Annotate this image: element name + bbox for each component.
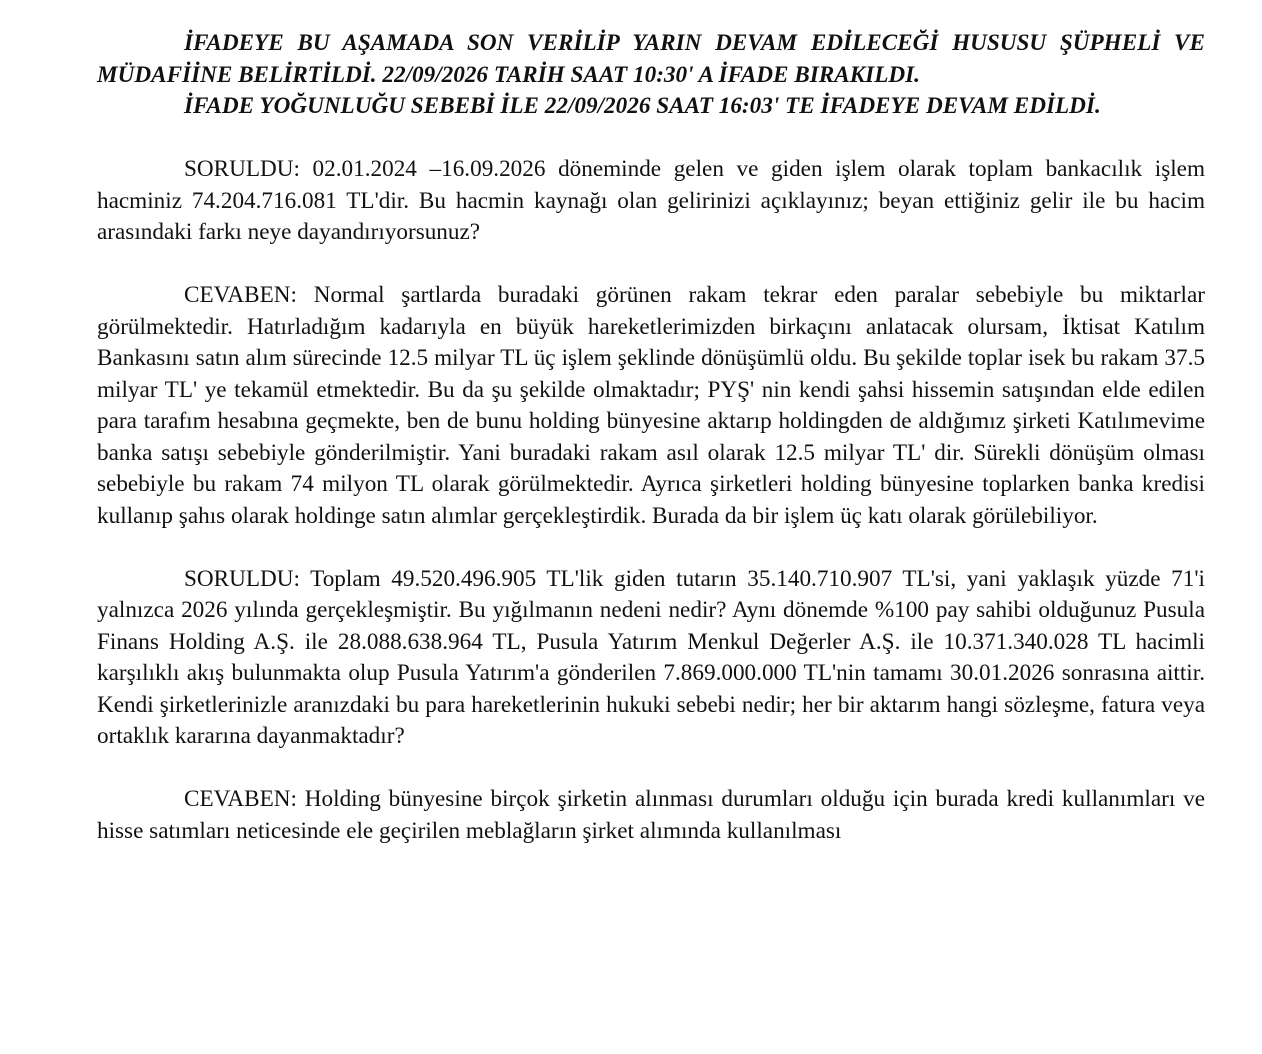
document-page bbox=[97, 28, 1205, 847]
statement-paused-note: İFADEYE BU AŞAMADA SON VERİLİP YARIN DEVAM EDİLECEĞİ HUSUSU ŞÜPHELİ VE MÜDAFİİNE BELİRTİLDİ. 22/09/2026 TARİH SAAT 10:30' A İFADE BIRAKILDI. bbox=[97, 30, 1205, 88]
answer-1: CEVABEN: Normal şartlarda buradaki görünen rakam tekrar eden paralar sebebiyle bu miktarlar görülmektedir. Hatırladığım kadarıyla en büyük hareketlerimizden birkaçını anlatacak olursam, İktisat Katılım Bankasını satın alım sürecinde 12.5 milyar TL üç işlem şeklinde dönüşümlü oldu. Bu şekilde toplar isek bu rakam 37.5 milyar TL' ye tekamül etmektedir. Bu da şu şekilde olmaktadır; PYŞ' nin kendi şahsi hissemin satışından elde edilen para tarafım hesabına geçmekte, ben de bunu holding bünyesine aktarıp holdingden de aldığımız şirketi Katılımevime banka satışı sebebiyle gönderilmiştir. Yani buradaki rakam asıl olarak 12.5 milyar TL' dir. Sürekli dönüşüm olması sebebiyle bu rakam 74 milyon TL olarak görülmektedir. Ayrıca şirketleri holding bünyesine toplarken banka kredisi kullanıp şahıs olarak holdinge satın alımlar gerçekleştirdik. Burada da bir işlem üç katı olarak görülebiliyor. bbox=[97, 282, 1205, 529]
statement-resumed-note: İFADE YOĞUNLUĞU SEBEBİ İLE 22/09/2026 SAAT 16:03' TE İFADEYE DEVAM EDİLDİ. bbox=[184, 93, 1101, 119]
question-1: SORULDU: 02.01.2024 –16.09.2026 döneminde gelen ve giden işlem olarak toplam bankacılık işlem hacminiz 74.204.716.081 TL'dir. Bu hacmin kaynağı olan gelirinizi açıklayınız; beyan ettiğiniz gelir ile bu hacim arasındaki farkı neye dayandırıyorsunuz? bbox=[97, 156, 1205, 245]
question-2: SORULDU: Toplam 49.520.496.905 TL'lik giden tutarın 35.140.710.907 TL'si, yani yaklaşık yüzde 71'i yalnızca 2026 yılında gerçekleşmiştir. Bu yığılmanın nedeni nedir? Aynı dönemde %100 pay sahibi olduğunuz Pusula Finans Holding A.Ş. ile 28.088.638.964 TL, Pusula Yatırım Menkul Değerler A.Ş. ile 10.371.340.028 TL hacimli karşılıklı akış bulunmakta olup Pusula Yatırım'a gönderilen 7.869.000.000 TL'nin tamamı 30.01.2026 sonrasına aittir. Kendi şirketlerinizle aranızdaki bu para hareketlerinin hukuki sebebi nedir; her bir aktarım hangi sözleşme, fatura veya ortaklık kararına dayanmaktadır? bbox=[97, 565, 1205, 749]
answer-2: CEVABEN: Holding bünyesine birçok şirketin alınması durumları olduğu için burada kredi kullanımları ve hisse satımları neticesinde ele geçirilen meblağların şirket alımında kullanılması bbox=[97, 786, 1205, 844]
paragraph-spacer bbox=[97, 753, 1205, 785]
paragraph-spacer bbox=[97, 532, 1205, 564]
paragraph-spacer bbox=[97, 249, 1205, 281]
paragraph-spacer bbox=[97, 123, 1205, 155]
